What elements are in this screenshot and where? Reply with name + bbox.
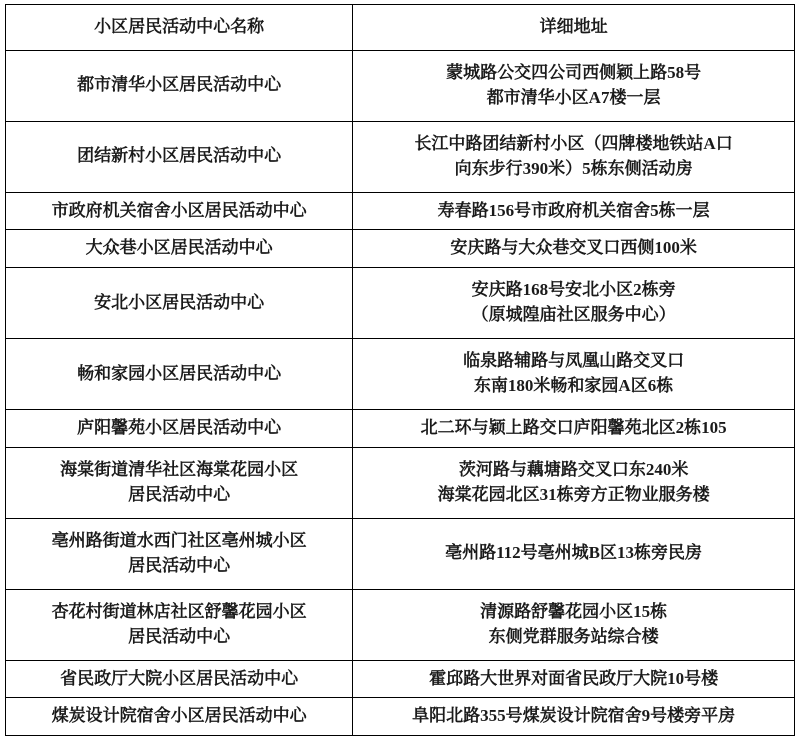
cell-text-line: 茨河路与藕塘路交叉口东240米 bbox=[458, 459, 689, 479]
cell-address bbox=[353, 660, 795, 698]
table-row bbox=[6, 518, 795, 589]
table-row bbox=[6, 50, 795, 121]
cell-text-line: 霍邱路大世界对面省民政厅大院10号楼 bbox=[429, 668, 719, 688]
cell-text-line: 安庆路与大众巷交叉口西侧100米 bbox=[450, 238, 697, 258]
cell-text-line: 居民活动中心 bbox=[128, 626, 231, 646]
cell-text-line: 团结新村小区居民活动中心 bbox=[77, 146, 282, 166]
cell-text-line: 亳州路112号亳州城B区13栋旁民房 bbox=[445, 543, 703, 563]
cell-center-name bbox=[6, 121, 353, 192]
cell-center-name bbox=[6, 50, 353, 121]
cell-address bbox=[353, 698, 795, 736]
table-body bbox=[6, 50, 795, 735]
cell-center-name bbox=[6, 409, 353, 447]
cell-text-line: 清源路舒馨花园小区15栋 bbox=[480, 601, 668, 621]
cell-text-line: 煤炭设计院宿舍小区居民活动中心 bbox=[51, 706, 307, 726]
table-row bbox=[6, 447, 795, 518]
cell-text-line: 亳州路街道水西门社区亳州城小区 bbox=[51, 530, 307, 550]
cell-address bbox=[353, 338, 795, 409]
cell-text-line: 杏花村街道林店社区舒馨花园小区 bbox=[51, 601, 307, 621]
cell-text-line: 庐阳馨苑小区居民活动中心 bbox=[77, 417, 282, 437]
cell-center-name bbox=[6, 230, 353, 268]
column-header-name: 小区居民活动中心名称 bbox=[6, 5, 353, 51]
activity-center-table bbox=[5, 4, 795, 736]
table-row bbox=[6, 121, 795, 192]
cell-text-line: 居民活动中心 bbox=[128, 555, 231, 575]
cell-text-line: （原城隍庙社区服务中心） bbox=[471, 304, 676, 324]
cell-center-name bbox=[6, 518, 353, 589]
table-row bbox=[6, 409, 795, 447]
table-row bbox=[6, 660, 795, 698]
table-header-row bbox=[6, 5, 795, 51]
table-row bbox=[6, 338, 795, 409]
cell-text-line: 都市清华小区居民活动中心 bbox=[77, 75, 282, 95]
cell-text-line: 安北小区居民活动中心 bbox=[94, 292, 265, 312]
cell-text-line: 长江中路团结新村小区（四牌楼地铁站A口 bbox=[414, 134, 733, 153]
cell-text-line: 东侧党群服务站综合楼 bbox=[488, 626, 659, 646]
cell-address bbox=[353, 267, 795, 338]
table-row bbox=[6, 230, 795, 268]
cell-text-line: 东南180米畅和家园A区6栋 bbox=[473, 375, 674, 395]
cell-text-line: 都市清华小区A7楼一层 bbox=[486, 87, 661, 107]
cell-address bbox=[353, 409, 795, 447]
cell-center-name bbox=[6, 698, 353, 736]
table-head bbox=[6, 5, 795, 51]
cell-address bbox=[353, 50, 795, 121]
cell-address bbox=[353, 518, 795, 589]
cell-address bbox=[353, 121, 795, 192]
table-row bbox=[6, 267, 795, 338]
cell-text-line: 阜阳北路355号煤炭设计院宿舍9号楼旁平房 bbox=[412, 706, 736, 726]
cell-text-line: 省民政厅大院小区居民活动中心 bbox=[60, 668, 299, 688]
cell-text-line: 北二环与颖上路交口庐阳馨苑北区2栋105 bbox=[420, 417, 727, 437]
cell-address bbox=[353, 447, 795, 518]
cell-center-name bbox=[6, 267, 353, 338]
cell-center-name bbox=[6, 192, 353, 230]
cell-center-name bbox=[6, 589, 353, 660]
table-row bbox=[6, 589, 795, 660]
cell-center-name bbox=[6, 447, 353, 518]
cell-text-line: 寿春路156号市政府机关宿舍5栋一层 bbox=[437, 200, 710, 220]
cell-text-line: 临泉路辅路与凤凰山路交叉口 bbox=[463, 351, 685, 371]
cell-text-line: 畅和家园小区居民活动中心 bbox=[77, 363, 282, 383]
cell-text-line: 居民活动中心 bbox=[128, 484, 231, 504]
cell-address bbox=[353, 192, 795, 230]
cell-text-line: 海棠花园北区31栋旁方正物业服务楼 bbox=[437, 484, 710, 504]
cell-text-line: 海棠街道清华社区海棠花园小区 bbox=[60, 459, 299, 479]
cell-text-line: 市政府机关宿舍小区居民活动中心 bbox=[51, 200, 307, 220]
cell-text-line: 安庆路168号安北小区2栋旁 bbox=[471, 280, 676, 300]
cell-text-line: 大众巷小区居民活动中心 bbox=[85, 238, 273, 258]
cell-address bbox=[353, 230, 795, 268]
column-header-address: 详细地址 bbox=[353, 5, 795, 51]
cell-text-line: 向东步行390米）5栋东侧活动房 bbox=[454, 158, 693, 178]
cell-center-name bbox=[6, 660, 353, 698]
table-row bbox=[6, 698, 795, 736]
activity-center-table-container bbox=[0, 4, 800, 736]
cell-address bbox=[353, 589, 795, 660]
cell-center-name bbox=[6, 338, 353, 409]
cell-text-line: 蒙城路公交四公司西侧颖上路58号 bbox=[446, 63, 702, 82]
table-row bbox=[6, 192, 795, 230]
